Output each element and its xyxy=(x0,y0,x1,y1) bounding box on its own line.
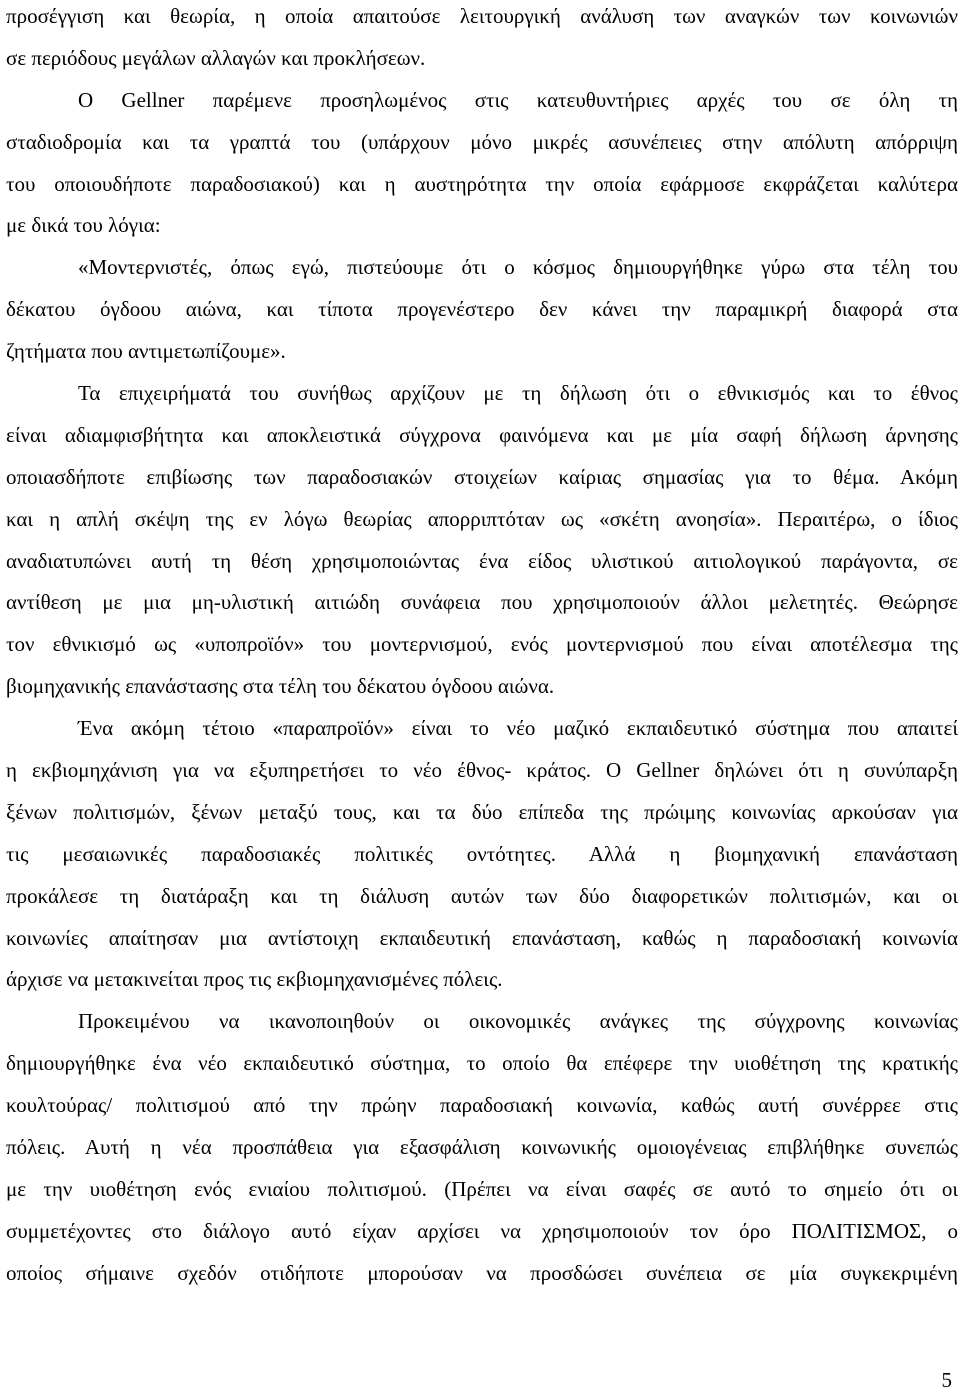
text-line-3: Ο Gellner παρέμενε προσηλωμένος στις κατευθυντήριες αρχές του σε όλη τη xyxy=(78,87,958,112)
text-line-1: προσέγγιση και θεωρία, η οποία απαιτούσε λειτουργική ανάλυση των αναγκών των κοινωνιών xyxy=(6,4,958,28)
text-line-14: αναδιατυπώνει αυτή τη θέση χρησιμοποιώντας ένα είδος υλιστικού αιτιολογικού παράγοντα, σε xyxy=(6,548,958,573)
text-line-23: κοινωνίες απαίτησαν μια αντίστοιχη εκπαιδευτική επανάσταση, καθώς η παραδοσιακή κοινωνία xyxy=(6,925,958,950)
text-line-11: είναι αδιαμφισβήτητα και αποκλειστικά σύγχρονα φαινόμενα και με μία σαφή δήλωση άρνησης xyxy=(6,422,958,447)
text-line-30: συμμετέχοντες στο διάλογο αυτό είχαν αρχίσει να χρησιμοποιούν τον όρο ΠΟΛΙΤΙΣΜΟΣ, ο xyxy=(6,1218,958,1243)
text-line-22: προκάλεσε τη διατάραξη και τη διάλυση αυτών των δύο διαφορετικών πολιτισμών, και οι xyxy=(6,883,958,908)
text-line-24: άρχισε να μετακινείται προς τις εκβιομηχανισμένες πόλεις. xyxy=(6,967,503,992)
text-line-31: οποίος σήμαινε σχεδόν οτιδήποτε μπορούσαν να προσδώσει συνέπεια σε μία συγκεκριμένη xyxy=(6,1260,958,1285)
text-line-28: πόλεις. Αυτή η νέα προσπάθεια για εξασφάλιση κοινωνικής ομοιογένειας επιβλήθηκε συνεπώς xyxy=(6,1135,958,1160)
text-line-16: τον εθνικισμό ως «υποπροϊόν» του μοντερνισμού, ενός μοντερνισμού που είναι αποτέλεσμα της xyxy=(6,632,958,657)
text-line-15: αντίθεση με μια μη-υλιστική αιτιώδη συνάφεια που χρησιμοποιούν άλλοι μελετητές. Θεώρησε xyxy=(6,590,958,615)
text-line-17: βιομηχανικής επανάστασης στα τέλη του δέκατου όγδοου αιώνα. xyxy=(6,674,555,699)
document-page xyxy=(6,0,958,1295)
quote-line-1: «Μοντερνιστές, όπως εγώ, πιστεύουμε ότι ο κόσμος δημιουργήθηκε γύρω στα τέλη του xyxy=(78,255,958,280)
text-line-18: Ένα ακόμη τέτοιο «παραπροϊόν» είναι το νέο μαζικό εκπαιδευτικό σύστημα που απαιτεί xyxy=(78,716,958,741)
text-line-29: με την υιοθέτηση ενός ενιαίου πολιτισμού. (Πρέπει να είναι σαφές σε αυτό το σημείο ότι οι xyxy=(6,1176,958,1201)
text-line-5: του οποιουδήποτε παραδοσιακού) και η αυστηρότητα την οποία εφάρμοσε εκφράζεται καλύτερα xyxy=(6,171,958,196)
page-number: 5 xyxy=(941,1368,952,1392)
text-line-13: και η απλή σκέψη της εν λόγω θεωρίας απορριπτόταν ως «σκέτη ανοησία». Περαιτέρω, ο ίδιος xyxy=(6,506,958,531)
text-line-26: δημιουργήθηκε ένα νέο εκπαιδευτικό σύστημα, το οποίο θα επέφερε την υιοθέτηση της κρατικής xyxy=(6,1051,958,1076)
quote-line-3: ζητήματα που αντιμετωπίζουμε». xyxy=(6,339,286,364)
text-line-12: οποιασδήποτε επιβίωσης των παραδοσιακών στοιχείων καίριας σημασίας για το θέμα. Ακόμη xyxy=(6,464,958,489)
text-line-25: Προκειμένου να ικανοποιηθούν οι οικονομικές ανάγκες της σύγχρονης κοινωνίας xyxy=(78,1009,958,1034)
text-line-27: κουλτούρας/ πολιτισμού από την πρώην παραδοσιακή κοινωνία, καθώς αυτή συνέρρεε στις xyxy=(6,1093,958,1118)
text-line-6: με δικά του λόγια: xyxy=(6,213,161,238)
quote-line-2: δέκατου όγδοου αιώνα, και τίποτα προγενέστερο δεν κάνει την παραμικρή διαφορά στα xyxy=(6,297,958,322)
text-line-4: σταδιοδρομία και τα γραπτά του (υπάρχουν μόνο μικρές ασυνέπειες στην απόλυτη απόρριψη xyxy=(6,129,958,154)
text-line-2: σε περιόδους μεγάλων αλλαγών και προκλήσεων. xyxy=(6,45,426,70)
text-line-20: ξένων πολιτισμών, ξένων μεταξύ τους, και τα δύο επίπεδα της πρώιμης κοινωνίας αρκούσαν για xyxy=(6,799,958,824)
text-line-10: Τα επιχειρήματά του συνήθως αρχίζουν με τη δήλωση ότι ο εθνικισμός και το έθνος xyxy=(78,381,958,406)
text-line-21: τις μεσαιωνικές παραδοσιακές πολιτικές οντότητες. Αλλά η βιομηχανική επανάσταση xyxy=(6,841,958,866)
text-line-19: η εκβιομηχάνιση για να εξυπηρετήσει το νέο έθνος- κράτος. Ο Gellner δηλώνει ότι η συνύπαρξη xyxy=(6,758,958,783)
